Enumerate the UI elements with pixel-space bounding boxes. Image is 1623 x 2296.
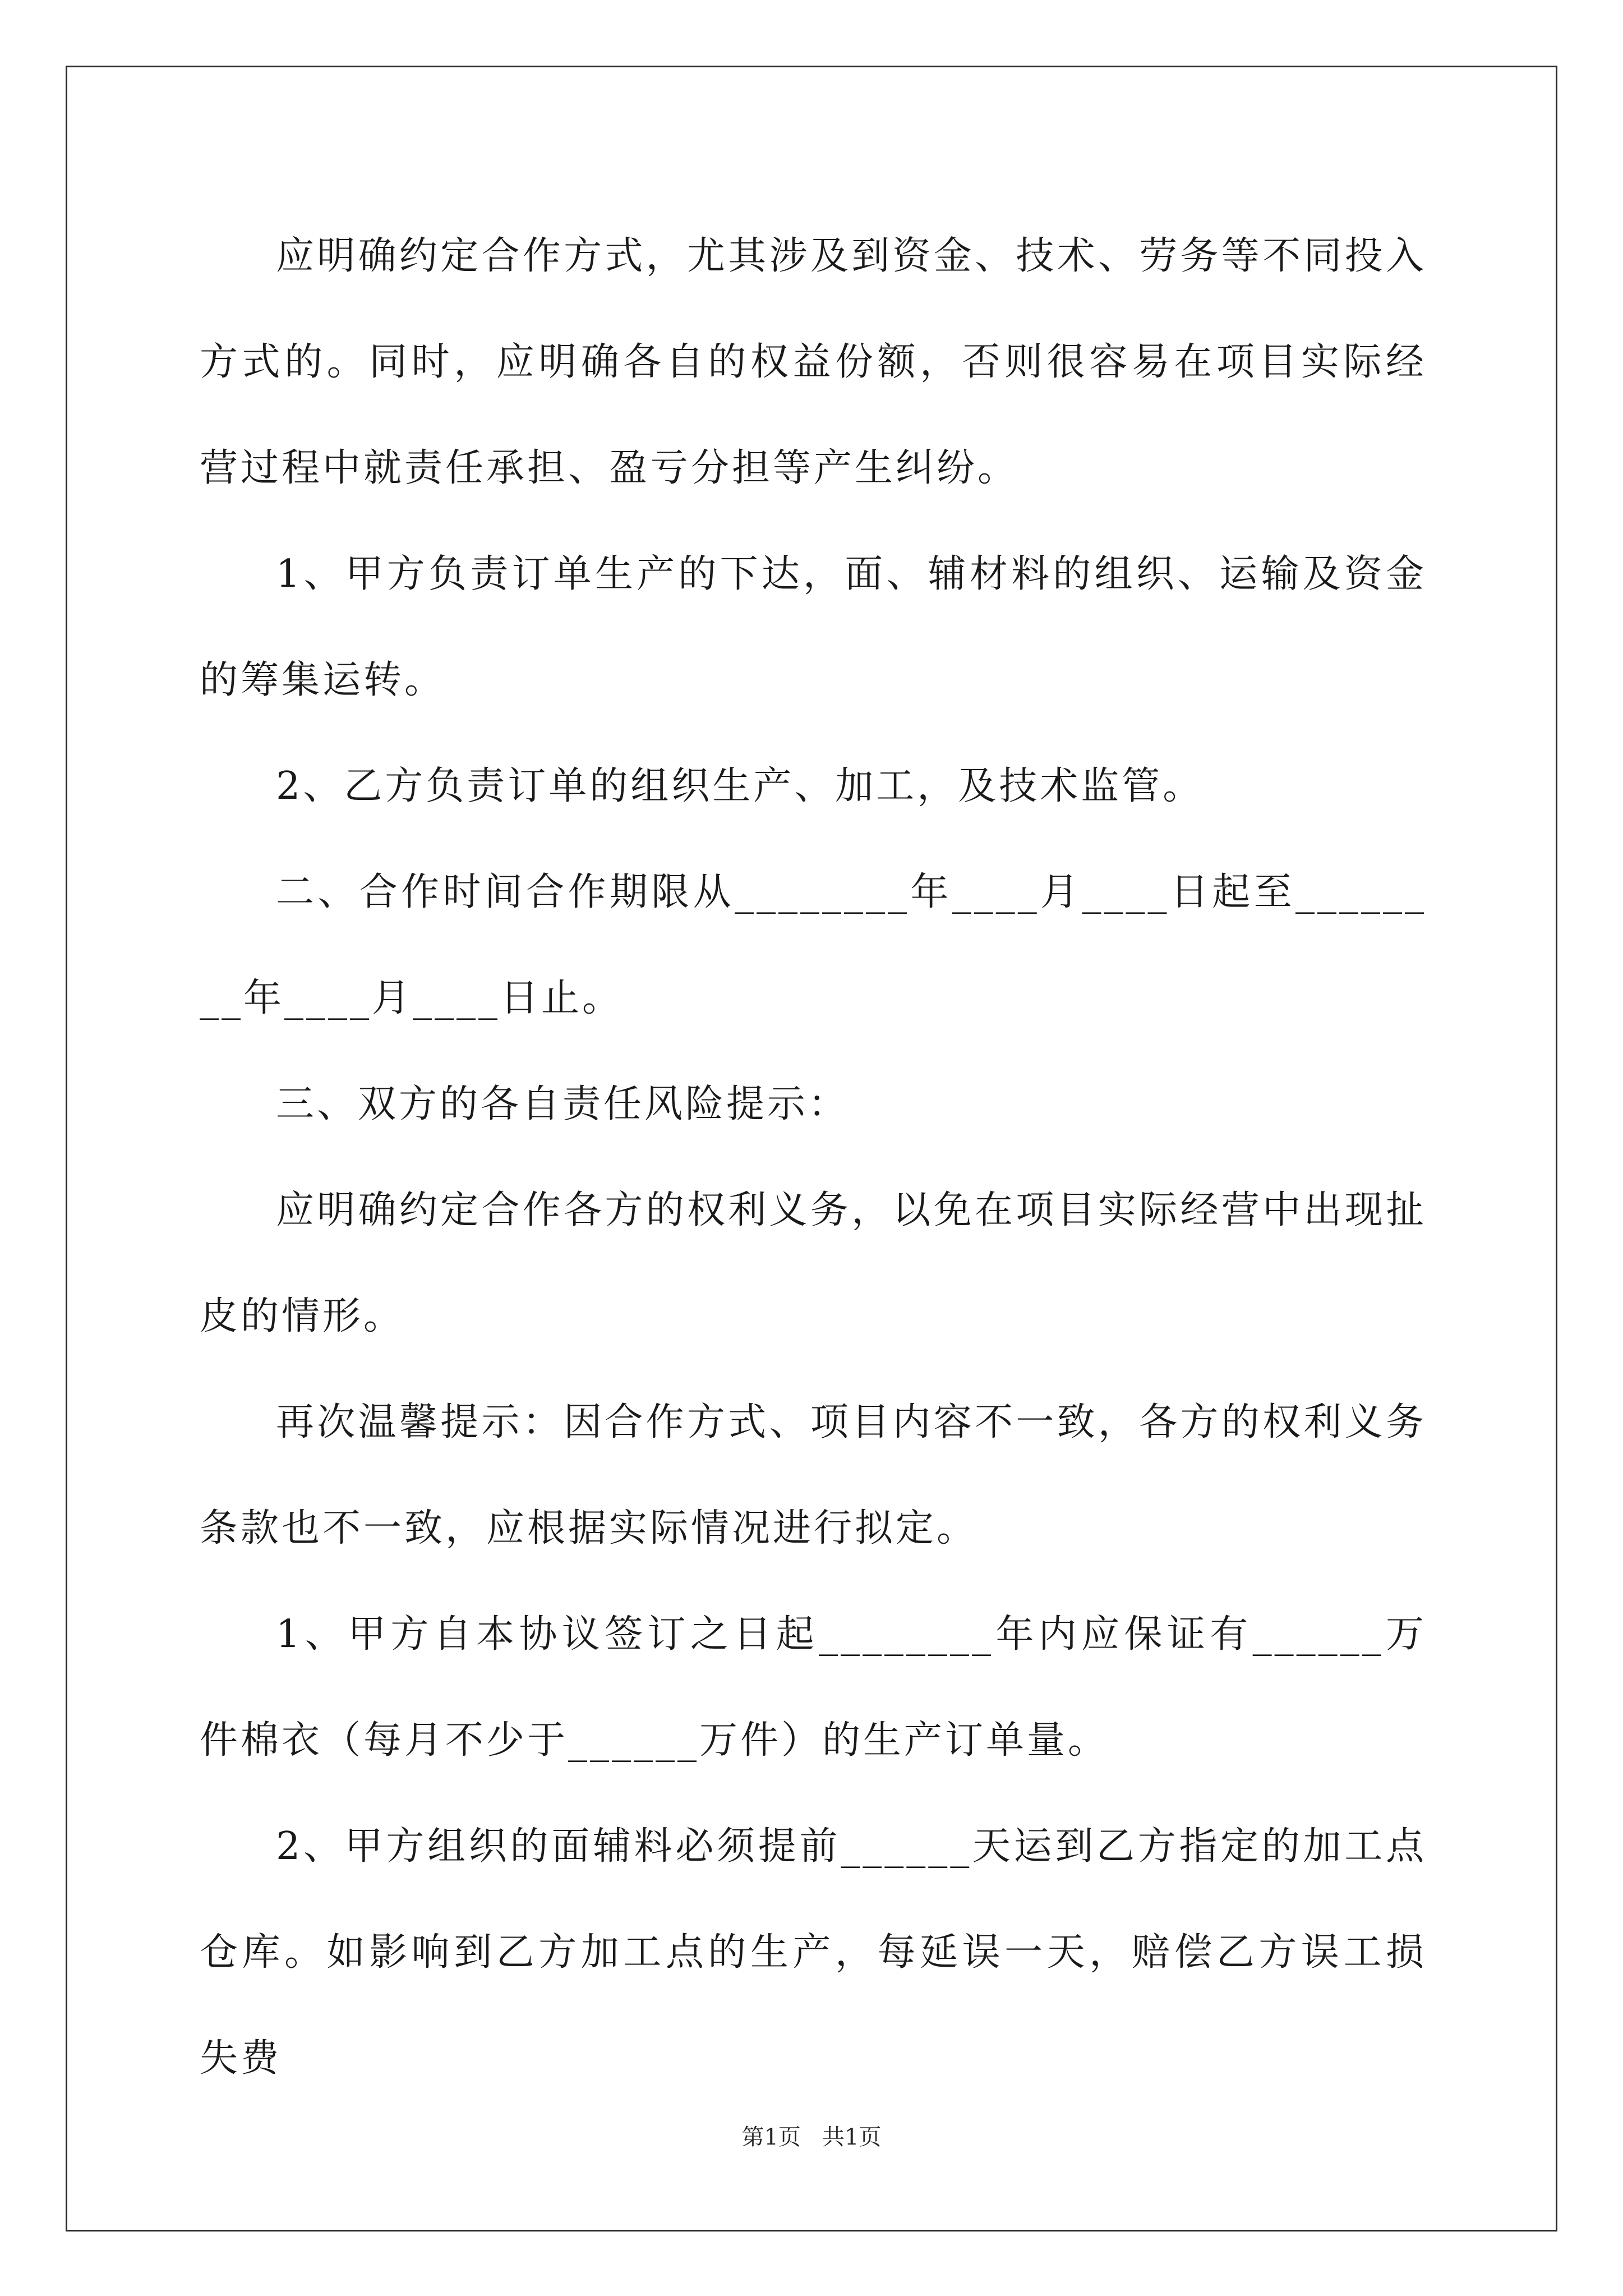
paragraph-cooperation-period: 二、合作时间合作期限从________年____月____日起至________年____月____日止。 (200, 870, 1427, 1020)
page-footer: 第1页 共1页 (741, 2124, 882, 2150)
paragraph-reminder: 再次温馨提示：因合作方式、项目内容不一致，各方的权利义务条款也不一致，应根据实际情况进行拟定。 (200, 1400, 1427, 1550)
paragraph-order-volume: 1、甲方自本协议签订之日起________年内应保证有______万件棉衣（每月不少于______万件）的生产订单量。 (200, 1612, 1427, 1763)
paragraph-section-three-heading: 三、双方的各自责任风险提示： (276, 1082, 850, 1126)
paragraph-rights-obligations: 应明确约定合作各方的权利义务，以免在项目实际经营中出现扯皮的情形。 (200, 1188, 1427, 1338)
document-body (200, 203, 1427, 2111)
paragraph-party-a-duty: 1、甲方负责订单生产的下达，面、辅材料的组织、运输及资金的筹集运转。 (200, 552, 1427, 702)
paragraph-materials-delivery: 2、甲方组织的面辅料必须提前______天运到乙方指定的加工点仓库。如影响到乙方加工点的生产，每延误一天，赔偿乙方误工损失费 (200, 1824, 1427, 2081)
paragraph-cooperation-method: 应明确约定合作方式，尤其涉及到资金、技术、劳务等不同投入方式的。同时，应明确各自的权益份额，否则很容易在项目实际经营过程中就责任承担、盈亏分担等产生纠纷。 (200, 234, 1427, 490)
paragraph-party-b-duty: 2、乙方负责订单的组织生产、加工，及技术监管。 (276, 764, 1204, 808)
